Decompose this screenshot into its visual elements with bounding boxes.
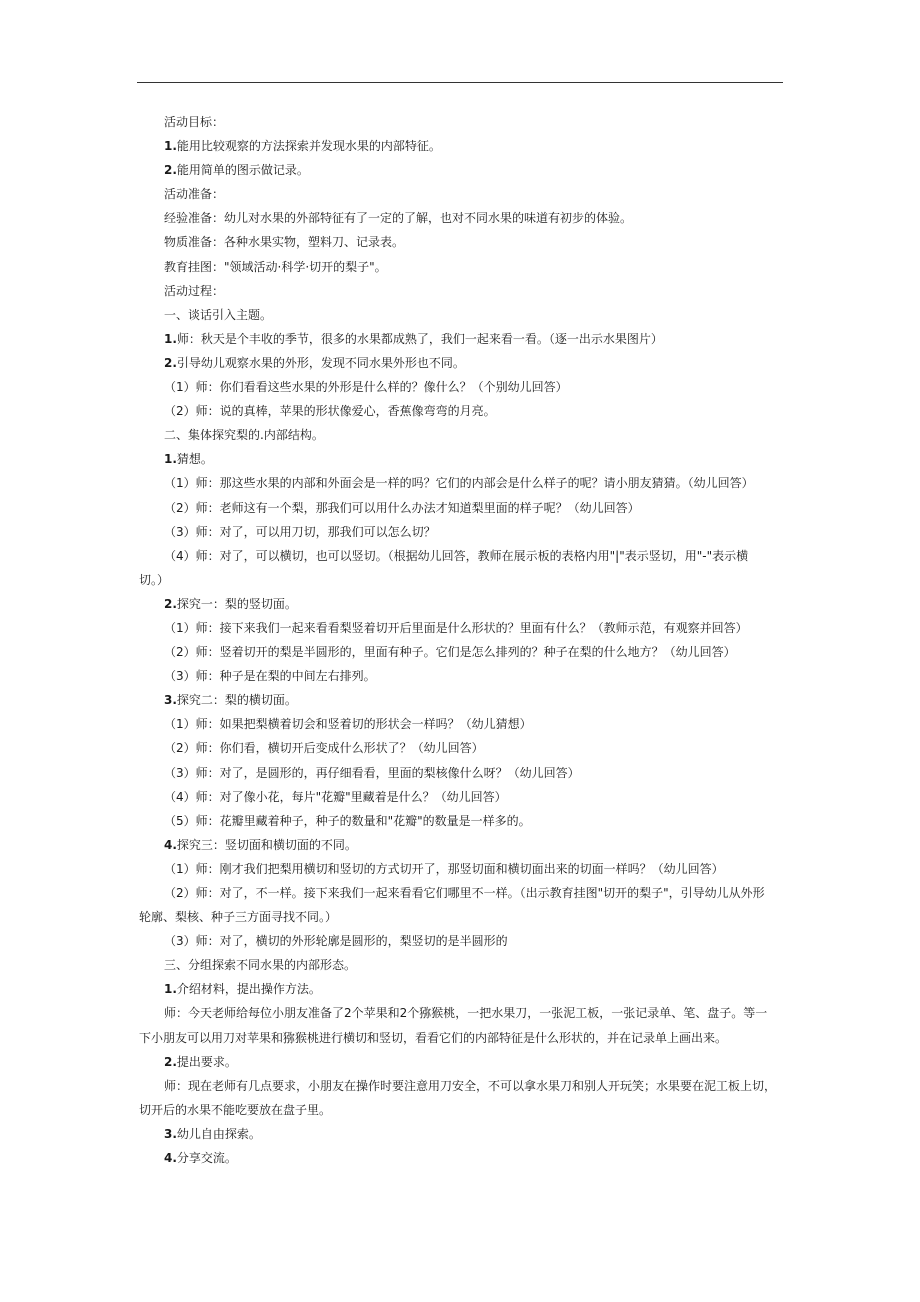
line-text: （2）师：对了，不一样。接下来我们一起来看看它们哪里不一样。（出示教育挂图"切开的梨子"，引导幼儿从外形: [164, 886, 765, 900]
item-number: 1.: [164, 452, 177, 467]
item-number: 1.: [164, 139, 177, 154]
item-number: 4.: [164, 1151, 177, 1166]
item-number: 3.: [164, 693, 177, 708]
line-text: 切开后的水果不能吃要放在盘子里。: [139, 1102, 332, 1117]
text-line: [139, 399, 783, 423]
line-text: （1）师：如果把梨横着切会和竖着切的形状会一样吗？（幼儿猜想）: [164, 717, 532, 732]
text-line: [139, 905, 783, 929]
line-text: 活动过程：: [164, 283, 225, 298]
line-text: 幼儿自由探索。: [176, 1126, 261, 1141]
line-text: 提出要求。: [176, 1054, 237, 1069]
line-text: （4）师：对了，可以横切，也可以竖切。（根据幼儿回答，教师在展示板的表格内用"|"表示竖切，用"-"表示横: [164, 548, 749, 563]
line-text: （3）师：对了，横切的外形轮廓是圆形的，梨竖切的是半圆形的: [164, 934, 508, 949]
item-number: 4.: [164, 837, 177, 852]
line-text: 下小朋友可以用刀对苹果和猕猴桃进行横切和竖切，看看它们的内部特征是什么形状的，并在记录单上画出来。: [139, 1030, 728, 1045]
line-text: （1）师：刚才我们把梨用横切和竖切的方式切开了，那竖切面和横切面出来的切面一样吗？（幼儿回答）: [164, 861, 724, 876]
text-line: [139, 158, 783, 182]
line-text: 猜想。: [176, 452, 213, 467]
text-line: [139, 688, 783, 712]
line-text: （1）师：那这些水果的内部和外面会是一样的吗？它们的内部会是什么样子的呢？请小朋友猜猜。（幼儿回答）: [164, 476, 754, 491]
text-line: [139, 447, 783, 471]
text-line: [139, 351, 783, 375]
text-line: [139, 423, 783, 447]
line-text: 分享交流。: [176, 1151, 237, 1166]
text-line: [139, 1098, 783, 1122]
line-text: （1）师：你们看看这些水果的外形是什么样的？像什么？（个别幼儿回答）: [164, 380, 568, 395]
item-number: 1.: [164, 982, 177, 997]
line-text: （3）师：对了，是圆形的，再仔细看看，里面的梨核像什么呀？（幼儿回答）: [164, 765, 580, 780]
text-line: [139, 568, 783, 592]
line-text: 师：今天老师给每位小朋友准备了2个苹果和2个猕猴桃，一把水果刀，一张泥工板，一张记录单、笔、盘子。等一: [164, 1006, 768, 1021]
text-line: [139, 496, 783, 520]
text-line: [139, 592, 783, 616]
text-line: [139, 1074, 783, 1098]
text-line: [139, 640, 783, 664]
line-text: 探究二：梨的横切面。: [176, 693, 297, 708]
item-number: 2.: [164, 1054, 177, 1069]
header-rule: [137, 82, 783, 83]
item-number: 1.: [164, 331, 177, 346]
text-line: [139, 471, 783, 495]
line-text: （1）师：接下来我们一起来看看梨竖着切开后里面是什么形状的？里面有什么？（教师示范，有观察并回答）: [164, 620, 748, 635]
text-line: [139, 134, 783, 158]
line-text: （2）师：老师这有一个梨，那我们可以用什么办法才知道梨里面的样子呢？（幼儿回答）: [164, 500, 640, 515]
line-text: 二、集体探究梨的.内部结构。: [164, 428, 324, 443]
line-text: （2）师：竖着切开的梨是半圆形的，里面有种子。它们是怎么排列的？种子在梨的什么地方？（幼儿回答）: [164, 645, 736, 660]
line-text: （3）师：种子是在梨的中间左右排列。: [164, 669, 376, 684]
text-line: [139, 953, 783, 977]
line-text: 探究三：竖切面和横切面的不同。: [176, 837, 357, 852]
line-text: 活动目标：: [164, 115, 225, 129]
text-line: [139, 544, 783, 568]
line-text: 物质准备：各种水果实物，塑料刀、记录表。: [164, 235, 405, 250]
item-number: 2.: [164, 163, 177, 178]
line-text: 探究一：梨的竖切面。: [176, 596, 297, 611]
line-text: 经验准备：幼儿对水果的外部特征有了一定的了解，也对不同水果的味道有初步的体验。: [164, 211, 633, 226]
line-text: 介绍材料，提出操作方法。: [176, 982, 321, 997]
text-line: [139, 1122, 783, 1146]
text-line: [139, 809, 783, 833]
text-line: [139, 110, 783, 134]
line-text: （5）师：花瓣里藏着种子，种子的数量和"花瓣"的数量是一样多的。: [164, 813, 531, 828]
line-text: 能用比较观察的方法探索并发现水果的内部特征。: [176, 139, 441, 154]
text-line: [139, 375, 783, 399]
text-line: [139, 327, 783, 351]
text-line: [139, 1050, 783, 1074]
line-text: 轮廓、梨核、种子三方面寻找不同。）: [139, 910, 338, 925]
text-line: [139, 230, 783, 254]
line-text: 切。）: [139, 572, 170, 587]
text-line: [139, 761, 783, 785]
item-number: 2.: [164, 355, 177, 370]
text-line: [139, 881, 783, 905]
text-line: [139, 1026, 783, 1050]
line-text: 教育挂图："领域活动·科学·切开的梨子"。: [164, 259, 387, 274]
document-body: [139, 110, 783, 1170]
text-line: [139, 664, 783, 688]
line-text: （2）师：你们看，横切开后变成什么形状了？（幼儿回答）: [164, 741, 484, 756]
line-text: 引导幼儿观察水果的外形，发现不同水果外形也不同。: [176, 355, 465, 370]
text-line: [139, 1146, 783, 1170]
text-line: [139, 857, 783, 881]
text-line: [139, 303, 783, 327]
line-text: 一、谈话引入主题。: [164, 307, 273, 322]
line-text: 师：现在老师有几点要求，小朋友在操作时要注意用刀安全，不可以拿水果刀和别人开玩笑；水果要在泥工板上切，: [164, 1078, 777, 1093]
item-number: 3.: [164, 1126, 177, 1141]
line-text: （2）师：说的真棒，苹果的形状像爱心，香蕉像弯弯的月亮。: [164, 404, 496, 419]
line-text: （3）师：对了，可以用刀切，那我们可以怎么切？: [164, 524, 436, 539]
text-line: [139, 1001, 783, 1025]
text-line: [139, 206, 783, 230]
text-line: [139, 736, 783, 760]
text-line: [139, 255, 783, 279]
text-line: [139, 520, 783, 544]
text-line: [139, 929, 783, 953]
line-text: 能用简单的图示做记录。: [176, 163, 309, 178]
line-text: 活动准备：: [164, 187, 225, 202]
item-number: 2.: [164, 596, 177, 611]
text-line: [139, 833, 783, 857]
line-text: 师：秋天是个丰收的季节，很多的水果都成熟了，我们一起来看一看。（逐一出示水果图片）: [176, 331, 663, 346]
text-line: [139, 182, 783, 206]
text-line: [139, 616, 783, 640]
line-text: 三、分组探索不同水果的内部形态。: [164, 958, 357, 973]
line-text: （4）师：对了像小花，每片"花瓣"里藏着是什么？（幼儿回答）: [164, 789, 507, 804]
text-line: [139, 712, 783, 736]
text-line: [139, 279, 783, 303]
text-line: [139, 785, 783, 809]
text-line: [139, 977, 783, 1001]
